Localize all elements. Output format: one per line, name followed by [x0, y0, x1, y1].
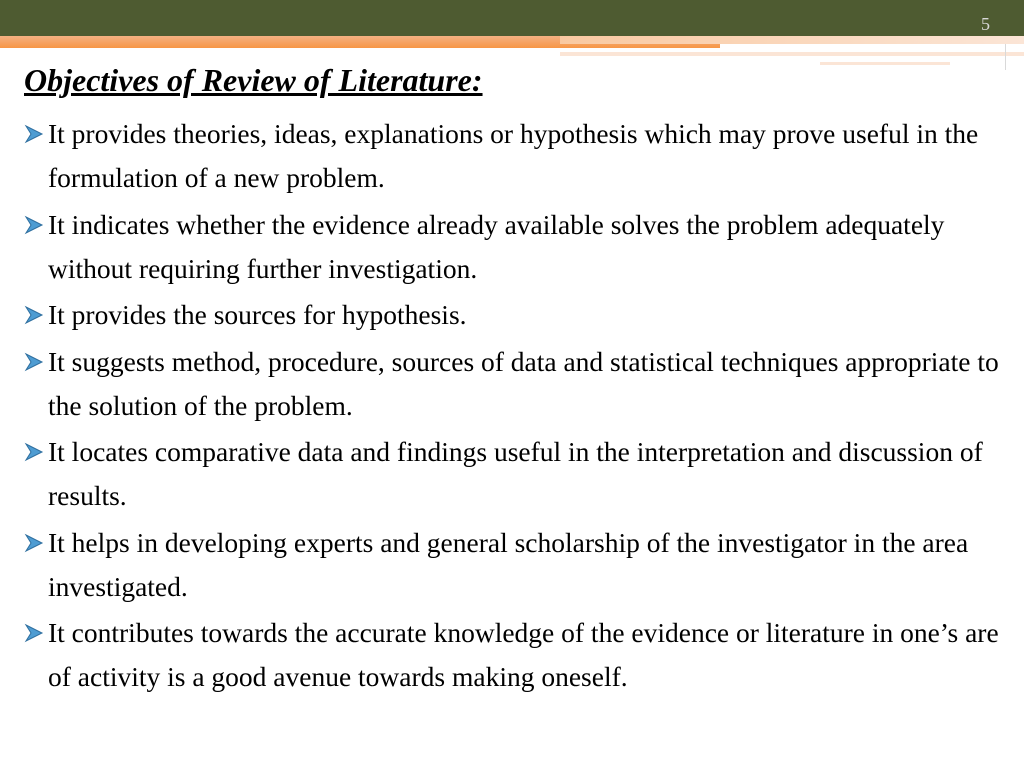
bullet-text: It locates comparative data and findings useful in the interpretation and discussion of results.: [48, 436, 983, 511]
arrow-bullet-icon: [24, 430, 48, 474]
bullet-item: [24, 340, 1014, 428]
arrow-bullet-icon: [24, 611, 48, 655]
accent-stripe-light: [560, 36, 1024, 44]
arrow-bullet-icon: [24, 203, 48, 247]
accent-line-short: [820, 62, 950, 65]
arrow-bullet-icon: [24, 112, 48, 156]
header-band: [0, 0, 1024, 36]
bullet-item: [24, 430, 1014, 518]
arrow-bullet-icon: [24, 293, 48, 337]
bullet-item: [24, 611, 1014, 699]
arrow-bullet-icon: [24, 340, 48, 384]
bullet-item: [24, 203, 1014, 291]
accent-line: [560, 52, 1024, 56]
bullet-text: It indicates whether the evidence already available solves the problem adequately without requiring further investigation.: [48, 208, 945, 284]
bullet-text: It contributes towards the accurate knowledge of the evidence or literature in one’s are of activity is a good avenue towards making oneself.: [48, 617, 999, 692]
arrow-bullet-icon: [24, 521, 48, 565]
bullet-text: It helps in developing experts and general scholarship of the investigator in the area investigated.: [48, 526, 969, 602]
bullet-text: It suggests method, procedure, sources of data and statistical techniques appropriate to the solution of the problem.: [48, 345, 999, 421]
bullet-item: [24, 293, 1014, 337]
slide-title: Objectives of Review of Literature:: [24, 62, 483, 98]
bullet-text: It provides theories, ideas, explanations or hypothesis which may prove useful in the formulation of a new problem.: [48, 118, 979, 193]
bullet-item: [24, 521, 1014, 609]
bullet-item: [24, 112, 1014, 200]
bullet-text: It provides the sources for hypothesis.: [48, 299, 467, 330]
bullet-list: [24, 112, 1014, 702]
corner-divider: [1005, 44, 1006, 70]
slide-number: 5: [981, 14, 990, 34]
